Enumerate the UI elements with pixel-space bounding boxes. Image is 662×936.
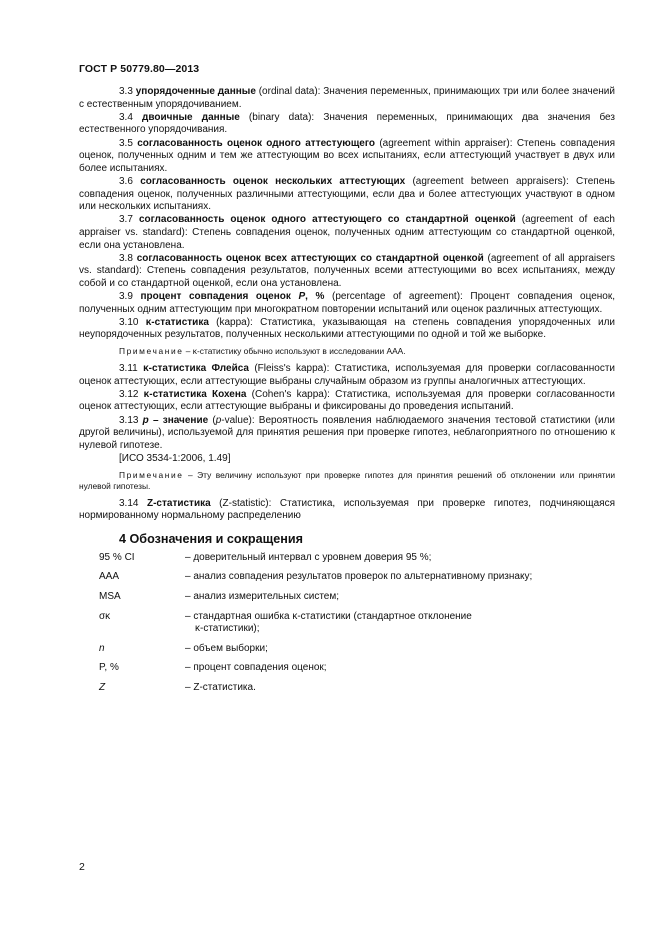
definition-text-prefix: ( bbox=[208, 414, 216, 426]
clause-number: 3.14 bbox=[119, 497, 139, 509]
definition-3-6 bbox=[79, 176, 615, 214]
source-reference: [ИСО 3534-1:2006, 1.49] bbox=[119, 452, 231, 464]
abbreviation-definition: – объем выборки; bbox=[185, 642, 268, 654]
definition-text: (percentage of agreement): Процент совпадения оценок, полученных одним аттестующим при многократном повторении испытаний или оценок различных аттестующих. bbox=[79, 291, 616, 315]
definition-text: -value): Вероятность появления наблюдаемого значения тестовой статистики (или другой величины), используемой для принятия решения при проверке гипотез, неблагоприятного по отношению к нулевой гипотезе. bbox=[79, 414, 616, 451]
document-body bbox=[79, 86, 615, 702]
definition-text: (agreement of all appraisers vs. standard): Степень совпадения результатов, полученных всеми аттестующими во всех испытаниях, между собой и со стандартной оценкой, если она установлена. bbox=[79, 252, 615, 289]
term: согласованность оценок одного аттестующего bbox=[137, 137, 375, 149]
abbreviation-definition: – анализ измерительных систем; bbox=[185, 590, 340, 602]
note-kappa bbox=[79, 346, 615, 357]
definition-3-12 bbox=[79, 389, 615, 414]
abbreviation-term: MSA bbox=[99, 590, 121, 602]
definition-3-8 bbox=[79, 253, 615, 291]
abbreviation-definition bbox=[185, 611, 605, 643]
abbreviation-definition: – анализ совпадения результатов проверок по альтернативному признаку; bbox=[185, 571, 533, 583]
clause-number: 3.8 bbox=[119, 252, 133, 264]
definition-symbol: p bbox=[215, 414, 222, 426]
definition-text: (agreement between appraisers): Степень совпадения оценок, полученных различными аттестующими, если два и более аттестующих участвуют в одном или нескольких испытаниях. bbox=[79, 175, 615, 213]
abbreviations-table bbox=[99, 552, 605, 702]
abbreviation-definition: – Z-статистика. bbox=[185, 681, 256, 693]
definition-line-1: – стандартная ошибка κ-статистики (стандартное отклонение bbox=[185, 610, 472, 622]
definition-3-7 bbox=[79, 214, 615, 252]
abbreviation-term: P, % bbox=[99, 662, 119, 674]
definition-3-10 bbox=[79, 317, 615, 342]
definition-text: (ordinal data): Значения переменных, принимающих три или более значений с естественным упорядочиванием. bbox=[79, 86, 615, 110]
abbreviation-term: Z bbox=[99, 681, 106, 693]
term: согласованность оценок всех аттестующих со стандартной оценкой bbox=[136, 252, 484, 264]
abbreviation-row bbox=[99, 611, 605, 643]
abbreviation-definition: – доверительный интервал с уровнем доверия 95 %; bbox=[185, 551, 432, 563]
definition-3-9 bbox=[79, 291, 615, 316]
clause-number: 3.11 bbox=[119, 363, 138, 375]
abbreviation-term: AAA bbox=[99, 571, 120, 583]
term: Z-статистика bbox=[146, 497, 211, 509]
term: двоичные данные bbox=[142, 111, 240, 123]
definition-3-11 bbox=[79, 363, 615, 388]
document-header: ГОСТ Р 50779.80—2013 bbox=[79, 63, 200, 75]
abbreviation-row bbox=[99, 662, 605, 682]
term: процент совпадения оценок bbox=[140, 291, 291, 303]
abbreviation-row bbox=[99, 571, 605, 591]
definition-3-13 bbox=[79, 415, 615, 453]
clause-number: 3.13 bbox=[119, 414, 139, 426]
page-number: 2 bbox=[79, 861, 85, 873]
abbreviation-term: σκ bbox=[99, 610, 111, 622]
term: согласованность оценок одного аттестующего со стандартной оценкой bbox=[138, 214, 516, 226]
definition-3-14 bbox=[79, 498, 615, 523]
term: – значение bbox=[148, 414, 209, 426]
definition-3-3 bbox=[79, 86, 615, 111]
abbreviation-row bbox=[99, 643, 605, 663]
note-text: – κ-статистику обычно используют в исследовании ААА. bbox=[183, 346, 406, 357]
term-tail: , % bbox=[305, 291, 325, 303]
abbreviation-term: 95 % CI bbox=[99, 551, 135, 563]
term-symbol: p bbox=[142, 414, 149, 426]
definition-line-2: κ-статистики); bbox=[195, 623, 260, 635]
definition-text: (Fleiss's kappa): Статистика, используемая для проверки согласованности оценок аттестующих, если аттестующие выбраны случайным образом из группы аналогичных аттестующих. bbox=[79, 363, 616, 387]
term: упорядоченные данные bbox=[135, 86, 256, 97]
abbreviation-row bbox=[99, 591, 605, 611]
term: согласованность оценок нескольких аттестующих bbox=[140, 175, 406, 187]
clause-number: 3.12 bbox=[119, 388, 139, 400]
clause-number: 3.10 bbox=[119, 316, 139, 328]
definition-text: (agreement of each appraiser vs. standard): Степень совпадения оценок, полученных одним аттестующим со стандартной оценкой, если она установлена. bbox=[79, 214, 615, 251]
note-p-value bbox=[79, 470, 615, 492]
definition-text: (Z-statistic): Статистика, используемая при проверке гипотез, подчиняющаяся нормированному нормальному распределению bbox=[79, 497, 615, 522]
abbreviation-row bbox=[99, 682, 605, 702]
term: κ-статистика bbox=[145, 316, 209, 328]
clause-number: 3.7 bbox=[119, 214, 133, 226]
clause-number: 3.4 bbox=[119, 111, 133, 123]
definition-text: (Cohen's kappa): Статистика, используемая для проверки согласованности оценок аттестующих, если аттестующие выбраны и фиксированы до проведения испытаний. bbox=[79, 388, 615, 413]
note-text: – Эту величину используют при проверке гипотез для принятия решений об отклонении или принятии нулевой гипотезы. bbox=[79, 469, 615, 491]
abbreviation-term: n bbox=[99, 642, 105, 654]
clause-number: 3.6 bbox=[119, 175, 133, 187]
abbreviation-row bbox=[99, 552, 605, 572]
term-symbol: P bbox=[298, 291, 306, 303]
clause-number: 3.9 bbox=[119, 291, 133, 303]
definition-3-5 bbox=[79, 138, 615, 176]
note-label: Примечание bbox=[119, 346, 184, 357]
definition-3-4 bbox=[79, 112, 615, 137]
clause-number: 3.3 bbox=[119, 86, 133, 97]
definition-text: (kappa): Статистика, указывающая на степень совпадения упорядоченных или неупорядоченных результатов, полученных несколькими аттестующими по одной и той же выборке. bbox=[79, 316, 615, 341]
section-heading: 4 Обозначения и сокращения bbox=[119, 531, 303, 546]
term: κ-статистика Кохена bbox=[143, 388, 247, 400]
term: κ-статистика Флейса bbox=[143, 363, 249, 375]
definition-text: (agreement within appraiser): Степень совпадения оценок, полученных одним и тем же аттестующим во всех испытаниях, если аттестующий участвует в двух или более испытаниях. bbox=[79, 137, 615, 174]
note-label: Примечание bbox=[119, 469, 184, 480]
clause-number: 3.5 bbox=[119, 137, 133, 149]
abbreviation-definition: – процент совпадения оценок; bbox=[185, 662, 327, 674]
definition-text: (binary data): Значения переменных, принимающих два значения без естественного упорядочивания. bbox=[79, 111, 615, 136]
